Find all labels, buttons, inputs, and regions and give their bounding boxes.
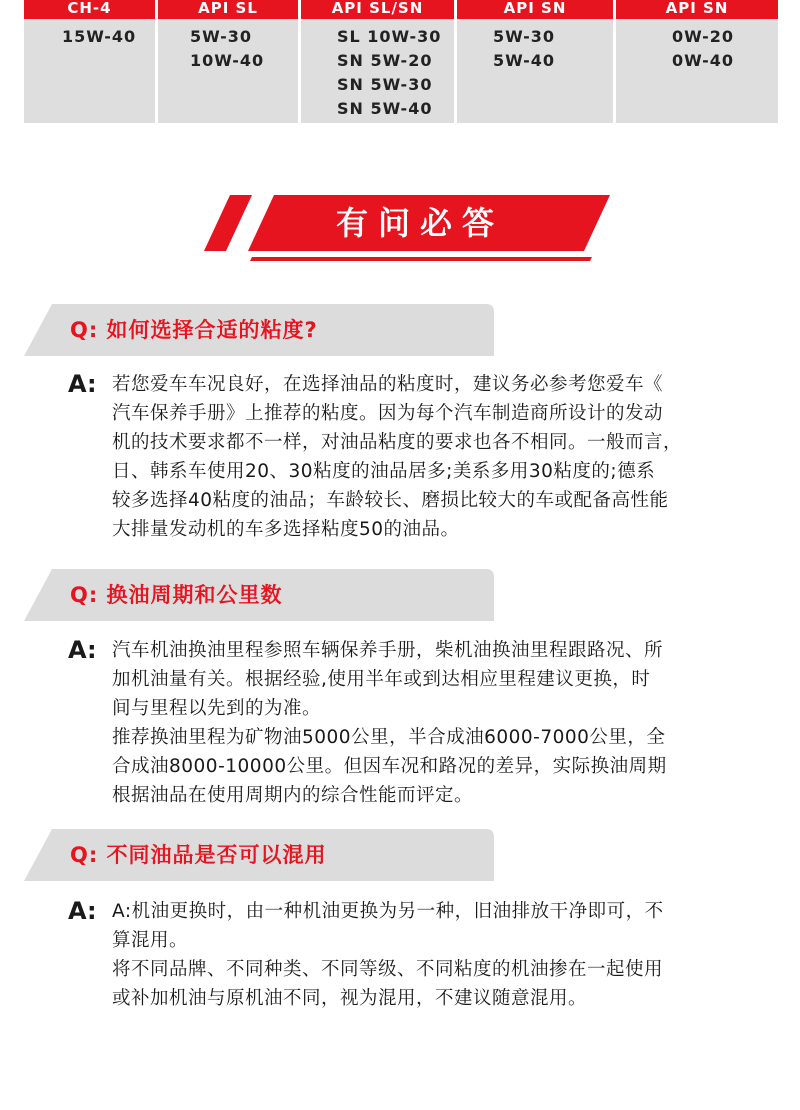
spec-value: SL 10W-30 [337,27,442,46]
answer-line: 加机油量有关。根据经验,使用半年或到达相应里程建议更换，时 [112,669,651,690]
answer-line: 日、韩系车使用20、30粘度的油品居多;美系多用30粘度的;德系 [112,461,656,482]
answer-line: 汽车机油换油里程参照车辆保养手册，柴机油换油里程跟路况、所 [112,640,664,661]
answer-line: A:机油更换时，由一种机油更换为另一种，旧油排放干净即可，不 [112,901,664,922]
spec-value: 0W-20 [672,27,734,46]
spec-column-api-sn [457,0,613,123]
question-bar [24,569,496,621]
answer-line: 合成油8000-10000公里。但因车况和路况的差异，实际换油周期 [112,756,667,777]
question-title: Q: 换油周期和公里数 [70,583,283,607]
spec-value: SN 5W-20 [337,51,433,70]
answer-line: 将不同品牌、不同种类、不同等级、不同粘度的机油掺在一起使用 [112,959,664,980]
section-title: 有问必答 [335,204,504,242]
spec-column-header: API SL [158,0,298,19]
answer-text [112,636,762,810]
answer-line: 机的技术要求都不一样，对油品粘度的要求也各不相同。一般而言， [112,432,683,453]
answer-text [112,370,762,544]
spec-column-header: API SN [457,0,613,19]
question-bar [24,304,496,356]
answer-line: 算混用。 [112,930,189,951]
answer-line: 较多选择40粘度的油品；车龄较长、磨损比较大的车或配备高性能 [112,490,669,511]
answer-line: 间与里程以先到的为准。 [112,698,322,719]
answer-label: A: [68,370,97,398]
spec-column-values [190,25,264,73]
answer-line: 若您爱车车况良好，在选择油品的粘度时，建议务必参考您爱车《 [112,374,664,395]
spec-column-values [493,25,555,73]
question-title: Q: 不同油品是否可以混用 [70,843,327,867]
question-title: Q: 如何选择合适的粘度? [70,318,318,342]
answer-line: 根据油品在使用周期内的综合性能而评定。 [112,785,474,806]
spec-column-api-sl-sn [301,0,454,123]
answer-line: 汽车保养手册》上推荐的粘度。因为每个汽车制造商所设计的发动 [112,403,664,424]
answer-label: A: [68,897,97,925]
spec-column-header: CH-4 [24,0,155,19]
answer-label: A: [68,636,97,664]
answer-line: 推荐换油里程为矿物油5000公里，半合成油6000-7000公里，全 [112,727,666,748]
spec-value: SN 5W-30 [337,75,433,94]
spec-column-header: API SN [616,0,778,19]
oil-spec-table [24,0,778,123]
spec-value: 5W-30 [190,27,252,46]
spec-value: 5W-40 [493,51,555,70]
spec-column-ch4 [24,0,155,123]
spec-value: SN 5W-40 [337,99,433,118]
spec-value: 5W-30 [493,27,555,46]
spec-value: 15W-40 [62,27,137,46]
spec-value: 10W-40 [190,51,265,70]
spec-column-api-sn-2 [616,0,778,123]
answer-line: 大排量发动机的车多选择粘度50的油品。 [112,519,460,540]
spec-column-values [62,25,136,49]
answer-line: 或补加机油与原机油不同，视为混用，不建议随意混用。 [112,988,588,1009]
section-banner [200,193,612,265]
spec-column-values [337,25,441,121]
answer-text [112,897,762,1013]
spec-column-api-sl [158,0,298,123]
spec-column-values [672,25,734,73]
question-bar [24,829,496,881]
spec-value: 0W-40 [672,51,734,70]
spec-column-header: API SL/SN [301,0,454,19]
